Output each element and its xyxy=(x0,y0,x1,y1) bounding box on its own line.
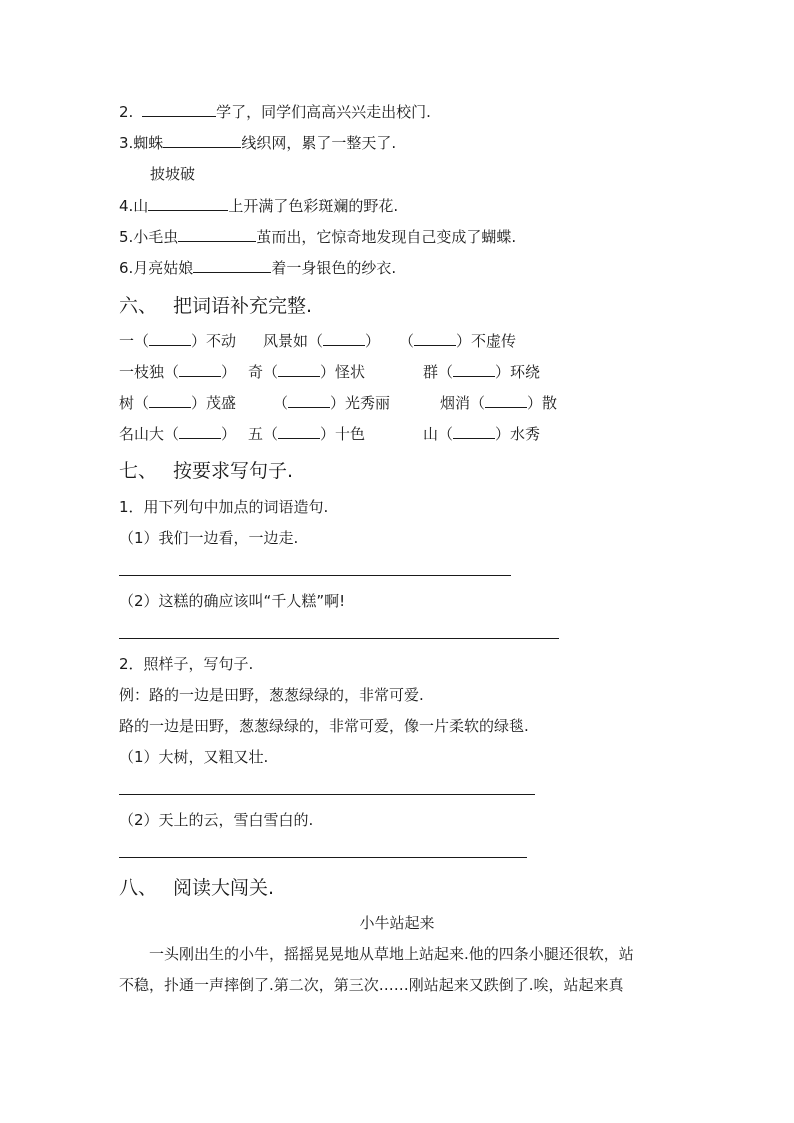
question-2-1: （1）大树，又粗又壮. xyxy=(119,748,269,766)
idiom-blank[interactable] xyxy=(453,424,495,439)
fill-item-2: 2. 学了，同学们高高兴兴走出校门. xyxy=(119,103,431,121)
idiom-item: 烟消（ ）散 xyxy=(440,394,558,412)
idiom-blank[interactable] xyxy=(414,331,456,346)
answer-blank[interactable] xyxy=(178,227,256,242)
fill-item-5: 5.小毛虫 茧而出，它惊奇地发现自己变成了蝴蝶. xyxy=(119,228,517,246)
answer-line[interactable] xyxy=(119,857,527,858)
question-1-2: （2）这糕的确应该叫“千人糕”啊! xyxy=(119,592,346,610)
example-line-1: 例：路的一边是田野，葱葱绿绿的，非常可爱. xyxy=(119,686,424,704)
idiom-blank[interactable] xyxy=(278,424,320,439)
idiom-blank[interactable] xyxy=(149,331,191,346)
answer-blank[interactable] xyxy=(193,258,271,273)
idiom-item: 一（ ）不动 xyxy=(119,332,237,350)
answer-line[interactable] xyxy=(119,638,559,639)
idiom-item: 风景如（ ） xyxy=(263,332,381,350)
answer-line[interactable] xyxy=(119,575,511,576)
idiom-blank[interactable] xyxy=(179,362,221,377)
idiom-item: 群（ ）环绕 xyxy=(423,363,541,381)
answer-blank[interactable] xyxy=(163,133,241,148)
answer-blank[interactable] xyxy=(148,196,228,211)
idiom-item: 一枝独（ ） xyxy=(119,363,237,381)
story-title: 小牛站起来 xyxy=(359,914,435,932)
idiom-blank[interactable] xyxy=(288,393,330,408)
fill-item-3: 3.蜘蛛 线织网，累了一整天了. xyxy=(119,134,397,152)
question-2-2: （2）天上的云，雪白雪白的. xyxy=(119,811,314,829)
idiom-item: 树（ ）茂盛 xyxy=(119,394,237,412)
question-1-1: （1）我们一边看，一边走. xyxy=(119,529,299,547)
idiom-blank[interactable] xyxy=(453,362,495,377)
idiom-item: 山（ ）水秀 xyxy=(423,425,541,443)
story-paragraph-line: 不稳，扑通一声摔倒了.第二次，第三次……刚站起来又跌倒了.唉，站起来真 xyxy=(119,976,624,994)
idiom-item: 名山大（ ） xyxy=(119,425,237,443)
fill-item-4: 4.山 上开满了色彩斑斓的野花. xyxy=(119,197,399,215)
fill-item-6: 6.月亮姑娘 着一身银色的纱衣. xyxy=(119,259,397,277)
section-7-heading: 七、 按要求写句子. xyxy=(119,460,294,482)
story-paragraph-line: 一头刚出生的小牛，摇摇晃晃地从草地上站起来.他的四条小腿还很软，站 xyxy=(149,945,634,963)
example-line-2: 路的一边是田野，葱葱绿绿的，非常可爱，像一片柔软的绿毯. xyxy=(119,717,529,735)
question-2: 2．照样子，写句子. xyxy=(119,655,254,673)
idiom-blank[interactable] xyxy=(179,424,221,439)
idiom-blank[interactable] xyxy=(323,331,365,346)
idiom-item: （ ）不虚传 xyxy=(399,332,517,350)
section-6-heading: 六、 把词语补充完整. xyxy=(119,295,313,317)
idiom-blank[interactable] xyxy=(278,362,320,377)
section-8-heading: 八、 阅读大闯关. xyxy=(119,877,275,899)
idiom-item: 五（ ）十色 xyxy=(248,425,366,443)
word-choices: 披坡破 xyxy=(150,165,196,183)
idiom-item: （ ）光秀丽 xyxy=(273,394,391,412)
idiom-blank[interactable] xyxy=(149,393,191,408)
idiom-item: 奇（ ）怪状 xyxy=(248,363,366,381)
answer-blank[interactable] xyxy=(142,102,216,117)
question-1: 1．用下列句中加点的词语造句. xyxy=(119,498,329,516)
idiom-blank[interactable] xyxy=(485,393,527,408)
answer-line[interactable] xyxy=(119,794,535,795)
